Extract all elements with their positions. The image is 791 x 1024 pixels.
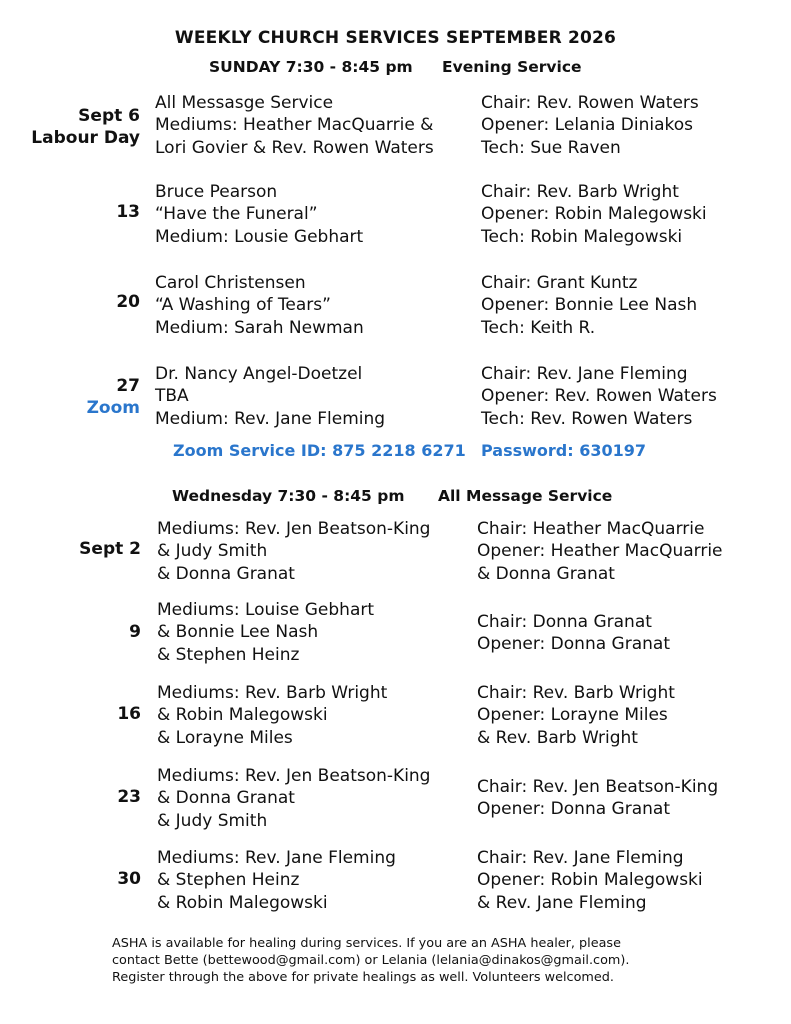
sunday-time: SUNDAY 7:30 - 8:45 pm (209, 58, 413, 76)
role-line: Opener: Heather MacQuarrie (477, 541, 723, 562)
wednesday-roles (477, 776, 718, 821)
role-line: Tech: Rev. Rowen Waters (481, 408, 693, 429)
wednesday-mediums (157, 847, 396, 914)
sunday-service-roles (481, 181, 707, 248)
service-line: Mediums: Rev. Barb Wright (157, 683, 388, 703)
zoom-label: Zoom (86, 398, 140, 418)
wednesday-roles (477, 518, 723, 585)
healing-note (112, 935, 712, 986)
service-line: Mediums: Rev. Jen Beatson-King (157, 519, 431, 539)
role-line: & Rev. Barb Wright (477, 727, 638, 748)
role-line: Opener: Rev. Rowen Waters (481, 386, 717, 407)
service-line: All Messasge Service (155, 93, 334, 113)
sunday-date-27 (87, 375, 140, 419)
role-line: Tech: Keith R. (481, 317, 596, 338)
role-line: Chair: Rev. Rowen Waters (481, 93, 699, 113)
service-line: & Stephen Heinz (157, 644, 300, 665)
service-line: Medium: Rev. Jane Fleming (155, 408, 386, 429)
footer-line: contact Bette (bettewood@gmail.com) or Lelania (lelania@dinakos@gmail.com). (112, 953, 630, 968)
sunday-service-details (155, 363, 385, 430)
service-line: Medium: Sarah Newman (155, 317, 364, 338)
role-line: Tech: Sue Raven (481, 137, 621, 158)
role-line: Opener: Donna Granat (477, 799, 670, 820)
service-line: Dr. Nancy Angel-Doetzel (155, 364, 363, 384)
role-line: Chair: Rev. Jen Beatson-King (477, 777, 719, 797)
zoom-password: Password: 630197 (481, 441, 647, 460)
service-line: Lori Govier & Rev. Rowen Waters (155, 137, 434, 158)
sunday-service-roles (481, 272, 697, 339)
service-line: “Have the Funeral” (155, 204, 318, 225)
service-line: TBA (155, 386, 189, 407)
date-label: Sept 6 (78, 106, 140, 126)
role-line: Chair: Donna Granat (477, 612, 652, 632)
role-line: Opener: Bonnie Lee Nash (481, 295, 698, 316)
wednesday-time: Wednesday 7:30 - 8:45 pm (172, 487, 405, 505)
sunday-service-details (155, 272, 364, 339)
role-line: & Rev. Jane Fleming (477, 892, 647, 913)
service-line: & Lorayne Miles (157, 727, 293, 748)
zoom-service-id: Zoom Service ID: 875 2218 6271 (173, 441, 466, 460)
role-line: & Donna Granat (477, 563, 615, 584)
sunday-service-details (155, 92, 434, 159)
service-line: Mediums: Rev. Jen Beatson-King (157, 766, 431, 786)
wednesday-mediums (157, 765, 430, 832)
wednesday-roles (477, 682, 675, 749)
role-line: Opener: Robin Malegowski (477, 870, 703, 891)
role-line: Chair: Rev. Barb Wright (481, 182, 679, 202)
role-line: Opener: Lelania Diniakos (481, 115, 694, 136)
service-line: Carol Christensen (155, 273, 306, 293)
wednesday-roles (477, 611, 670, 656)
sunday-date-sept6 (31, 105, 140, 149)
service-line: Mediums: Louise Gebhart (157, 600, 375, 620)
sunday-service-details (155, 181, 363, 248)
page-title: WEEKLY CHURCH SERVICES SEPTEMBER 2026 (174, 28, 617, 48)
role-line: Tech: Robin Malegowski (481, 226, 683, 247)
wednesday-date-16: 16 (117, 704, 141, 724)
sunday-service-type: Evening Service (442, 58, 582, 76)
service-line: Mediums: Heather MacQuarrie & (155, 115, 434, 136)
service-line: Mediums: Rev. Jane Fleming (157, 848, 396, 868)
service-line: & Stephen Heinz (157, 870, 300, 891)
wednesday-date-23: 23 (117, 787, 141, 807)
wednesday-date-30: 30 (117, 869, 141, 889)
service-line: & Bonnie Lee Nash (157, 622, 319, 643)
sunday-date-13: 13 (116, 202, 140, 222)
role-line: Chair: Rev. Jane Fleming (477, 848, 684, 868)
service-line: & Donna Granat (157, 788, 295, 809)
wednesday-roles (477, 847, 703, 914)
service-line: & Robin Malegowski (157, 705, 328, 726)
role-line: Opener: Donna Granat (477, 634, 670, 655)
wednesday-date-sept2: Sept 2 (79, 539, 141, 559)
holiday-label: Labour Day (31, 128, 140, 148)
wednesday-mediums (157, 682, 387, 749)
service-line: Bruce Pearson (155, 182, 278, 202)
wednesday-service-type: All Message Service (438, 487, 613, 505)
wednesday-mediums (157, 599, 374, 666)
footer-line: ASHA is available for healing during services. If you are an ASHA healer, please (112, 936, 621, 951)
role-line: Opener: Robin Malegowski (481, 204, 707, 225)
sunday-date-20: 20 (116, 292, 140, 312)
role-line: Opener: Lorayne Miles (477, 705, 668, 726)
date-label: 27 (116, 376, 140, 396)
role-line: Chair: Heather MacQuarrie (477, 519, 705, 539)
wednesday-mediums (157, 518, 430, 585)
service-line: & Donna Granat (157, 563, 295, 584)
role-line: Chair: Grant Kuntz (481, 273, 638, 293)
service-line: “A Washing of Tears” (155, 295, 331, 316)
role-line: Chair: Rev. Barb Wright (477, 683, 675, 703)
service-line: & Robin Malegowski (157, 892, 328, 913)
service-line: & Judy Smith (157, 541, 268, 562)
wednesday-date-9: 9 (129, 622, 141, 642)
role-line: Chair: Rev. Jane Fleming (481, 364, 688, 384)
service-line: Medium: Lousie Gebhart (155, 226, 364, 247)
service-line: & Judy Smith (157, 810, 268, 831)
sunday-service-roles (481, 92, 699, 159)
footer-line: Register through the above for private healings as well. Volunteers welcomed. (112, 970, 614, 985)
sunday-service-roles (481, 363, 717, 430)
